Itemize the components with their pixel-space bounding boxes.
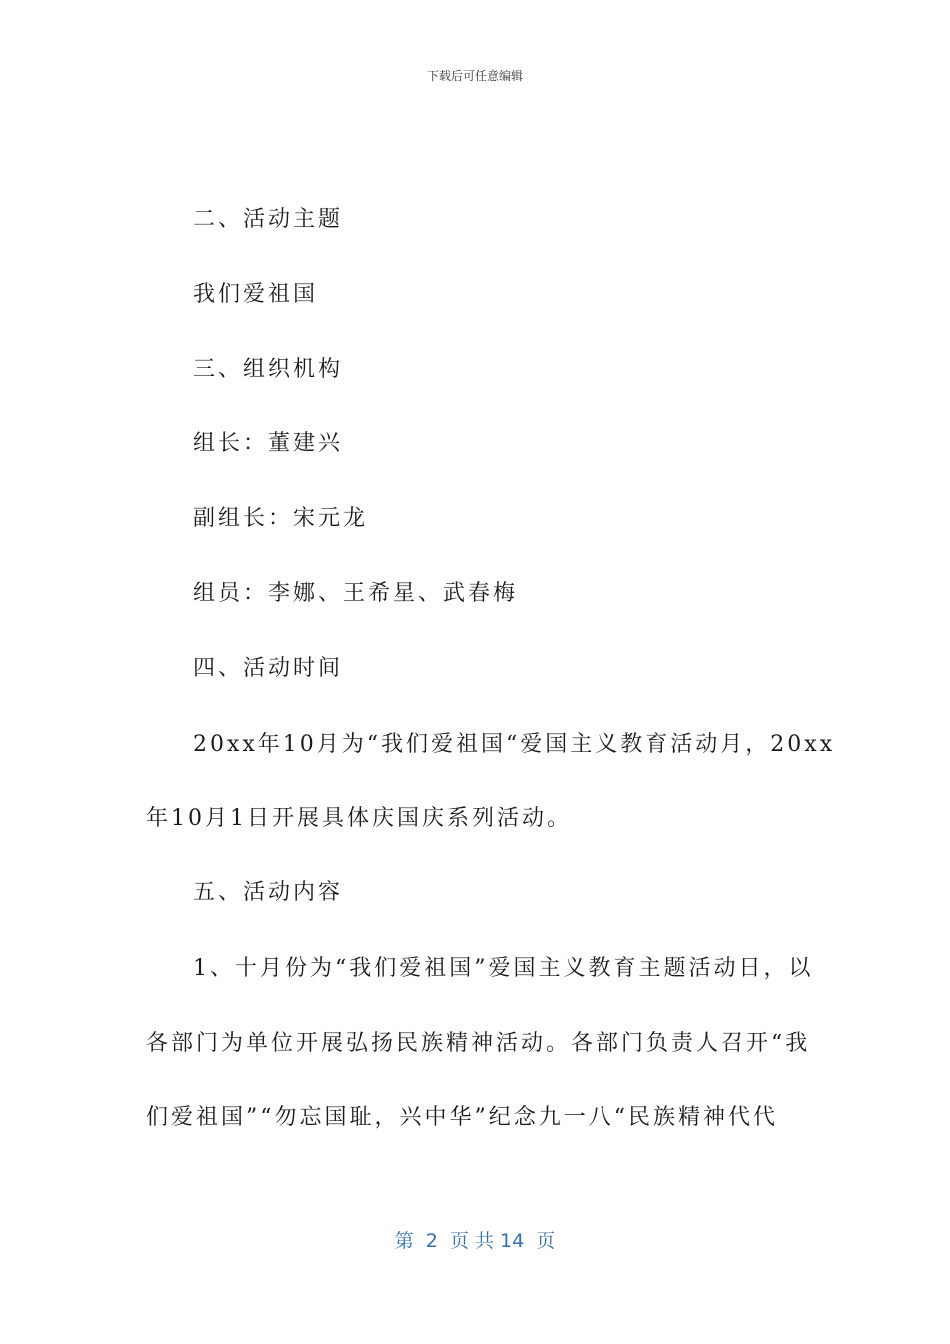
paragraph-leader: 组长：董建兴 bbox=[193, 431, 344, 456]
paragraph-content-line-1: 1、十月份为“我们爱祖国”爱国主义教育主题活动日，以 bbox=[193, 956, 814, 981]
paragraph-time-line-2: 年10月1日开展具体庆国庆系列活动。 bbox=[146, 806, 572, 831]
paragraph-content-line-3: 们爱祖国”“勿忘国耻，兴中华”纪念九一八“民族精神代代 bbox=[146, 1105, 778, 1130]
heading-activity-time: 四、活动时间 bbox=[193, 656, 344, 681]
heading-activity-content: 五、活动内容 bbox=[193, 880, 344, 905]
paragraph-deputy-leader: 副组长：宋元龙 bbox=[193, 506, 369, 531]
page-number-footer: 第 2 页 共 14 页 bbox=[394, 1230, 556, 1252]
heading-organization: 三、组织机构 bbox=[193, 357, 344, 382]
paragraph-members: 组员：李娜、王希星、武春梅 bbox=[193, 581, 519, 606]
paragraph-theme: 我们爱祖国 bbox=[193, 282, 319, 307]
paragraph-time-line-1: 20xx年10月为“我们爱祖国“爱国主义教育活动月，20xx bbox=[193, 732, 836, 757]
paragraph-content-line-2: 各部门为单位开展弘扬民族精神活动。各部门负责人召开“我 bbox=[146, 1031, 811, 1056]
heading-activity-theme: 二、活动主题 bbox=[193, 207, 344, 232]
page-header: 下载后可任意编辑 bbox=[426, 69, 523, 83]
